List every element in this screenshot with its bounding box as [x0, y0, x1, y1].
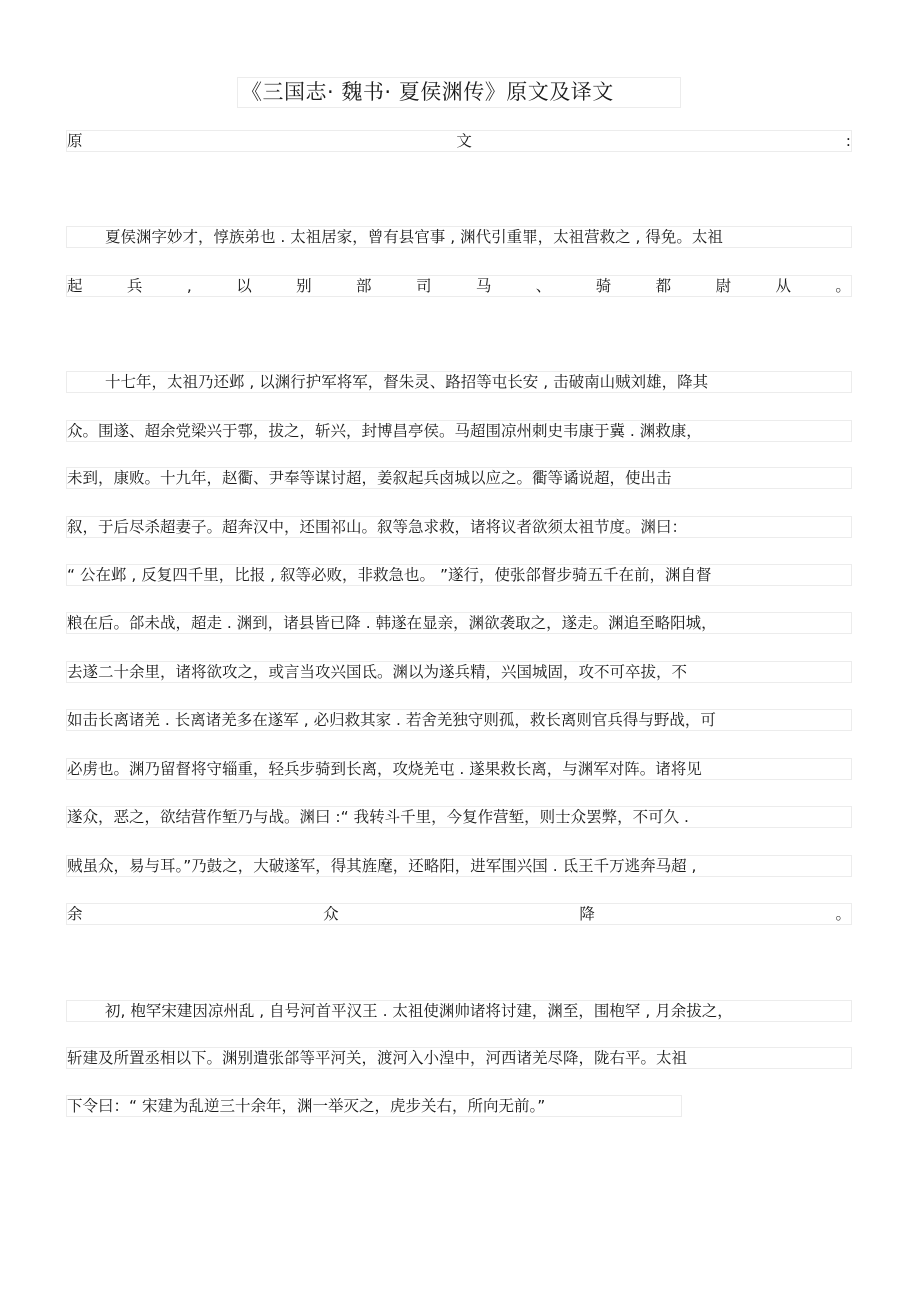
paragraph-2-line: 必虏也。渊乃留督将守辎重，轻兵步骑到长离，攻烧羌屯 . 遂果救长离，与渊军对阵。诸将见: [66, 758, 852, 780]
document-title: 《三国志· 魏书· 夏侯渊传》原文及译文: [237, 77, 681, 108]
paragraph-1-line: [66, 275, 852, 297]
justified-char: 从: [775, 277, 791, 295]
justified-char: 。: [835, 905, 851, 923]
paragraph-2-line: [66, 903, 852, 925]
justified-char: 部: [356, 277, 372, 295]
justified-char: 起: [67, 277, 83, 295]
justified-char: 骑: [595, 277, 612, 295]
section-heading: [66, 130, 852, 152]
paragraph-2-line: 如击长离诸羌 . 长离诸羌多在遂军 , 必归救其家 . 若舍羌独守则孤，救长离则官兵得与野战，可: [66, 709, 852, 731]
paragraph-3-line: 斩建及所置丞相以下。渊别遣张郃等平河关，渡河入小湟中，河西诸羌尽降，陇右平。太祖: [66, 1047, 852, 1069]
paragraph-2-line: 贼虽众，易与耳。”乃鼓之，大破遂军，得其旌麾，还略阳，进军围兴国 . 氐王千万逃奔马超 ,: [66, 855, 852, 877]
justified-char: 司: [415, 277, 432, 295]
paragraph-2-line: 遂众，恶之，欲结营作堑乃与战。渊曰 :“ 我转斗千里，今复作营堑，则士众罢弊，不可久 .: [66, 806, 852, 828]
paragraph-2-line: 粮在后。郃未战，超走 . 渊到，诸县皆已降 . 韩遂在显亲，渊欲袭取之，遂走。渊追至略阳城，: [66, 612, 852, 634]
justified-char: 兵: [126, 277, 143, 295]
paragraph-2-line: 众。围遂、超余党梁兴于鄠，拔之，斩兴，封博昌亭侯。马超围凉州刺史韦康于冀 . 渊救康，: [66, 420, 852, 442]
justified-char: 众: [323, 905, 339, 923]
paragraph-2-line: 十七年，太祖乃还邺 , 以渊行护军将军，督朱灵、路招等屯长安 , 击破南山贼刘雄，降其: [66, 371, 852, 393]
paragraph-2-line: 去遂二十余里，诸将欲攻之，或言当攻兴国氐。渊以为遂兵精，兴国城固，攻不可卒拔，不: [66, 661, 852, 683]
justified-char: 马: [475, 277, 492, 295]
paragraph-2-line: 叙，于后尽杀超妻子。超奔汉中，还围祁山。叙等急求救，诸将议者欲须太祖节度。渊曰：: [66, 516, 852, 538]
paragraph-2-line: 未到，康败。十九年，赵衢、尹奉等谋讨超，姜叙起兵卤城以应之。衢等谲说超，使出击: [66, 467, 852, 489]
heading-char: 文: [456, 132, 472, 150]
justified-char: 。: [835, 277, 851, 295]
justified-char: 尉: [715, 277, 732, 295]
paragraph-3-line: 初, 枹罕宋建因凉州乱 , 自号河首平汉王 . 太祖使渊帅诸将讨建，渊至，围枹罕 , 月余拔之，: [66, 1000, 852, 1022]
heading-char: 原: [67, 132, 83, 150]
justified-char: ,: [186, 277, 192, 295]
paragraph-3-line: 下令曰：“ 宋建为乱逆三十余年，渊一举灭之，虎步关右，所向无前。”: [66, 1095, 682, 1117]
paragraph-2-line: “ 公在邺 , 反复四千里，比报 , 叙等必败，非救急也。 ”遂行，使张郃督步骑五千在前，渊自督: [66, 564, 852, 586]
heading-char: :: [845, 132, 851, 150]
justified-char: 别: [296, 277, 312, 295]
justified-char: 以: [236, 277, 252, 295]
justified-char: 降: [579, 905, 595, 923]
justified-char: 都: [655, 277, 672, 295]
justified-char: 余: [67, 905, 83, 923]
justified-char: 、: [535, 277, 552, 295]
paragraph-1-line: 夏侯渊字妙才，惇族弟也 . 太祖居家，曾有县官事 , 渊代引重罪，太祖营救之 , 得免。太祖: [66, 226, 852, 248]
